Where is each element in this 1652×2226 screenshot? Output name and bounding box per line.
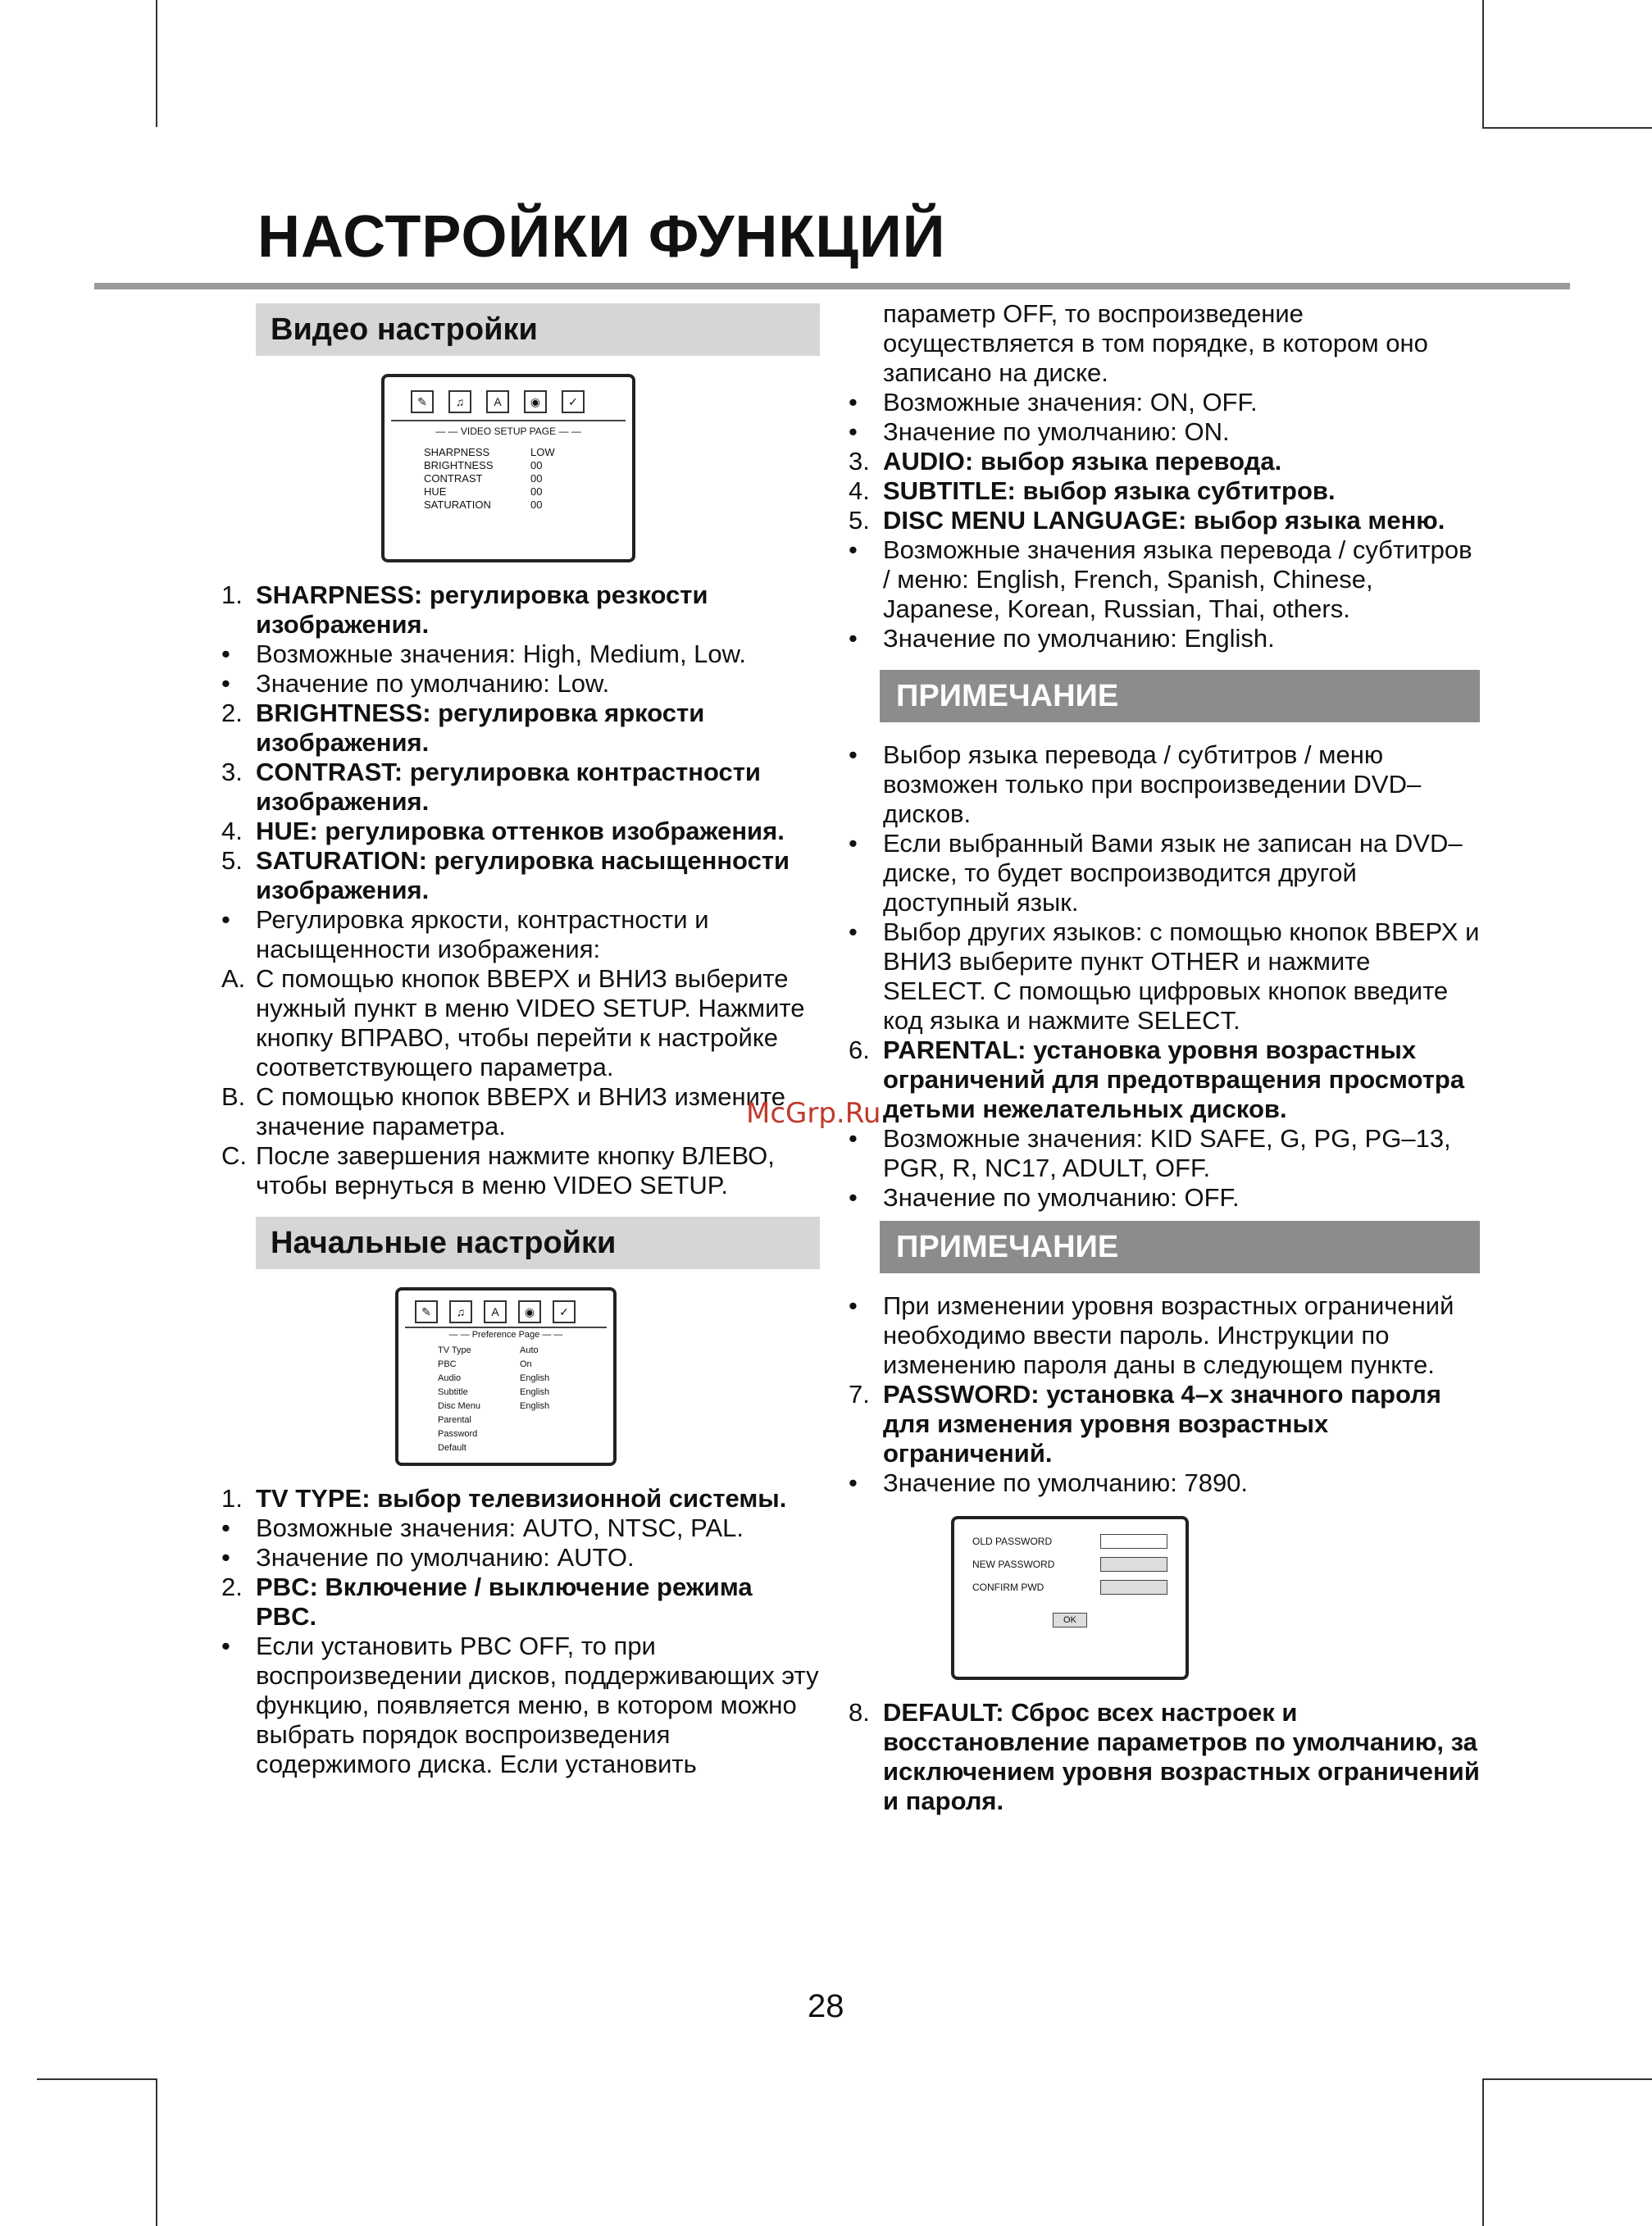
setting-name: HUE [424,485,447,498]
setting-name: SATURATION [424,498,491,511]
setting-row[interactable] [391,472,626,485]
list-item [221,1484,820,1514]
list-item [221,817,820,846]
old-password-field[interactable] [1100,1534,1167,1549]
list-text: TV TYPE: выбор телевизионной системы. [256,1484,787,1513]
list-text: После завершения нажмите кнопку ВЛЕВО, чтобы вернуться в меню VIDEO SETUP. [256,1141,775,1199]
list-item [849,506,1480,535]
crop-mark [37,2078,157,2080]
list-item [221,699,820,758]
list-marker: • [849,1183,858,1212]
list-item [849,1468,1480,1498]
speaker-icon: ♫ [449,1300,472,1323]
crop-mark [156,2078,157,2226]
list-marker [849,299,883,388]
video-setup-screen [381,374,635,562]
list-marker: • [849,829,858,858]
setting-row[interactable] [405,1386,607,1400]
disc-icon: ◉ [524,390,547,413]
list-marker: B. [221,1082,246,1111]
setting-row[interactable] [391,485,626,498]
setting-row[interactable] [391,498,626,512]
list-item [849,476,1480,506]
list-item [849,1291,1480,1380]
list-marker: 4. [221,817,243,845]
list-marker: • [849,917,858,946]
setting-value: 00 [530,485,543,498]
list-item [849,624,1480,653]
password-list [849,1291,1480,1498]
note-header: ПРИМЕЧАНИЕ [880,670,1480,722]
default-list [849,1698,1480,1816]
setting-row[interactable] [405,1358,607,1372]
list-item [221,1141,820,1200]
confirm-password-row [972,1580,1167,1595]
list-item [849,1698,1480,1816]
setting-value: English [520,1401,550,1411]
right-column [849,299,1480,1816]
list-marker: 5. [849,506,870,535]
setting-name: Audio [438,1373,462,1383]
list-marker: 5. [221,846,243,875]
audio-icon: A [486,390,509,413]
list-item [849,388,1480,417]
list-text: Возможные значения языка перевода / субтитров / меню: English, French, Spanish, Chinese, Japanese, Korean, Russian, Thai, others. [883,535,1472,623]
preference-icon: ✓ [553,1300,576,1323]
list-marker: 6. [849,1036,870,1064]
list-marker: 8. [849,1698,870,1727]
list-item [221,669,820,699]
setting-row[interactable] [391,459,626,472]
list-text: DEFAULT: Сброс всех настроек и восстановление параметров по умолчанию, за исключением уровня возрастных ограничений и пароля. [883,1698,1480,1815]
page-number: 28 [808,1988,844,2024]
list-text: HUE: регулировка оттенков изображения. [256,817,785,845]
list-text: Если выбранный Вами язык не записан на DVD–диске, то будет воспроизводится другой доступный язык. [883,829,1463,917]
ok-button[interactable]: OK [1053,1613,1087,1627]
list-item [849,535,1480,624]
list-item [849,917,1480,1036]
list-text: Возможные значения: High, Medium, Low. [256,640,746,668]
disc-icon: ◉ [518,1300,541,1323]
setting-value: LOW [530,446,555,458]
password-screen [951,1516,1189,1680]
setting-name: SHARPNESS [424,446,490,458]
list-text: PBC: Включение / выключение режима PBC. [256,1573,753,1631]
list-marker: C. [221,1141,247,1170]
list-text: Возможные значения: ON, OFF. [883,388,1258,417]
speaker-icon: ♫ [448,390,471,413]
crop-mark [1482,127,1652,129]
list-text: Если установить PBC OFF, то при воспроизведении дисков, поддерживающих эту функцию, появляется меню, в котором можно выбрать порядок воспроизведения содержимого диска. Если установить [256,1632,819,1778]
list-text: Возможные значения: KID SAFE, G, PG, PG–13, PGR, R, NC17, ADULT, OFF. [883,1124,1451,1182]
list-item [849,417,1480,447]
video-settings-list [221,580,820,1200]
list-marker: • [849,1291,858,1320]
preference-page-screen [395,1287,617,1466]
list-marker: • [221,905,230,934]
preference-rows [405,1344,607,1455]
note-list [849,740,1480,1213]
list-marker: • [221,669,230,698]
list-text: BRIGHTNESS: регулировка яркости изображения. [256,699,705,757]
screen-page-name: — — VIDEO SETUP PAGE — — [435,426,581,437]
list-text: SATURATION: регулировка насыщенности изображения. [256,846,790,904]
list-item [849,1380,1480,1468]
crop-mark [1482,2078,1484,2226]
title-rule [94,283,1570,289]
list-text: Значение по умолчанию: OFF. [883,1183,1240,1212]
list-text: параметр OFF, то воспроизведение осуществляется в том порядке, в котором оно записано на диске. [883,299,1428,387]
list-text: Значение по умолчанию: 7890. [883,1468,1249,1497]
old-password-label: OLD PASSWORD [972,1536,1053,1547]
menu-icons [405,1297,607,1328]
list-text: Выбор других языков: с помощью кнопок ВВЕРХ и ВНИЗ выберите пункт OTHER и нажмите SELECT. С помощью цифровых кнопок введите код языка и нажмите SELECT. [883,917,1480,1035]
list-text: DISC MENU LANGUAGE: выбор языка меню. [883,506,1445,535]
setting-row[interactable] [405,1413,607,1427]
setting-row[interactable] [405,1427,607,1441]
list-marker: • [221,640,230,668]
setting-name: Subtitle [438,1387,468,1397]
list-marker: 3. [221,758,243,786]
setting-name: Disc Menu [438,1401,480,1411]
list-text: AUDIO: выбор языка перевода. [883,447,1282,476]
list-text: С помощью кнопок ВВЕРХ и ВНИЗ измените значение параметра. [256,1082,786,1140]
video-setup-rows [391,446,626,512]
preference-settings-list [221,1484,820,1779]
list-item [221,580,820,640]
list-marker: 7. [849,1380,870,1409]
list-item [849,829,1480,917]
list-marker: A. [221,964,246,993]
list-marker: 1. [221,580,243,609]
preference-icon: ✓ [562,390,585,413]
list-marker: • [849,535,858,564]
list-marker: • [849,740,858,769]
setting-name: Parental [438,1415,471,1425]
list-text: Значение по умолчанию: English. [883,624,1275,653]
list-item [221,1082,820,1141]
confirm-password-field[interactable] [1100,1580,1167,1595]
list-item [849,740,1480,829]
left-column [221,303,820,1779]
list-item [221,640,820,669]
general-setup-icon: ✎ [411,390,434,413]
list-marker: • [221,1514,230,1542]
setting-row[interactable] [405,1372,607,1386]
setting-name: Default [438,1443,466,1453]
new-password-label: NEW PASSWORD [972,1559,1055,1570]
list-text: Регулировка яркости, контрастности и насыщенности изображения: [256,905,709,963]
list-marker: 2. [221,699,243,727]
screen-page-name: — — Preference Page — — [448,1330,563,1340]
list-item [849,1124,1480,1183]
setting-name: BRIGHTNESS [424,459,494,471]
setting-name: CONTRAST [424,472,483,485]
list-item [221,1573,820,1632]
list-marker: 2. [221,1573,243,1601]
list-text: С помощью кнопок ВВЕРХ и ВНИЗ выберите нужный пункт в меню VIDEO SETUP. Нажмите кнопку ВПРАВО, чтобы перейти к настройке соответствующего параметра. [256,964,805,1081]
list-item [221,758,820,817]
list-text: Значение по умолчанию: Low. [256,669,610,698]
list-marker: 1. [221,1484,243,1513]
setting-value: 00 [530,472,543,485]
crop-mark [156,0,157,127]
list-text: PASSWORD: установка 4–х значного пароля для изменения уровня возрастных ограничений. [883,1380,1441,1468]
note-header: ПРИМЕЧАНИЕ [880,1221,1480,1273]
list-item [849,447,1480,476]
setting-name: Password [438,1429,478,1439]
list-item [221,1632,820,1779]
old-password-row [972,1534,1167,1549]
list-item [221,1543,820,1573]
list-text: Значение по умолчанию: ON. [883,417,1230,446]
new-password-field[interactable] [1100,1557,1167,1572]
list-marker: • [849,417,858,446]
confirm-password-label: CONFIRM PWD [972,1582,1044,1593]
setting-value: 00 [530,498,543,511]
list-text: SUBTITLE: выбор языка субтитров. [883,476,1336,505]
list-marker: • [849,388,858,417]
setting-row[interactable] [405,1400,607,1413]
setting-value: Auto [520,1345,539,1355]
list-marker: 3. [849,447,870,476]
setting-name: PBC [438,1359,457,1369]
list-item [221,1514,820,1543]
list-item [221,846,820,905]
setting-value: 00 [530,459,543,471]
list-text: CONTRAST: регулировка контрастности изображения. [256,758,761,816]
new-password-row [972,1557,1167,1572]
list-marker: • [849,1124,858,1153]
general-setup-icon: ✎ [415,1300,438,1323]
list-text: Возможные значения: AUTO, NTSC, PAL. [256,1514,744,1542]
preference-settings-header: Начальные настройки [256,1217,820,1269]
list-item [849,1183,1480,1213]
list-marker: • [221,1543,230,1572]
list-item [849,1036,1480,1124]
list-text: PARENTAL: установка уровня возрастных ограничений для предотвращения просмотра детьми нежелательных дисков. [883,1036,1465,1123]
menu-icons [391,384,626,421]
crop-mark [1482,2078,1652,2080]
list-marker: • [849,1468,858,1497]
setting-name: TV Type [438,1345,471,1355]
setting-row[interactable] [405,1344,607,1358]
list-item [221,964,820,1082]
list-marker: 4. [849,476,870,505]
watermark: McGrp.Ru [746,1097,881,1130]
list-item [221,905,820,964]
list-marker: • [221,1632,230,1660]
list-text: Выбор языка перевода / субтитров / меню возможен только при воспроизведении DVD–дисков. [883,740,1422,828]
language-settings-list [849,299,1480,653]
list-item [849,299,1480,388]
list-text: При изменении уровня возрастных ограничений необходимо ввести пароль. Инструкции по изменению пароля даны в следующем пункте. [883,1291,1454,1379]
list-text: Значение по умолчанию: AUTO. [256,1543,635,1572]
setting-row[interactable] [391,446,626,459]
list-text: SHARPNESS: регулировка резкости изображения. [256,580,708,639]
setting-row[interactable] [405,1441,607,1455]
setting-value: On [520,1359,532,1369]
setting-value: English [520,1387,550,1397]
list-marker: • [849,624,858,653]
setting-value: English [520,1373,550,1383]
audio-icon: A [484,1300,507,1323]
crop-mark [1482,0,1484,127]
page-title: НАСТРОЙКИ ФУНКЦИЙ [257,204,946,270]
video-settings-header: Видео настройки [256,303,820,356]
